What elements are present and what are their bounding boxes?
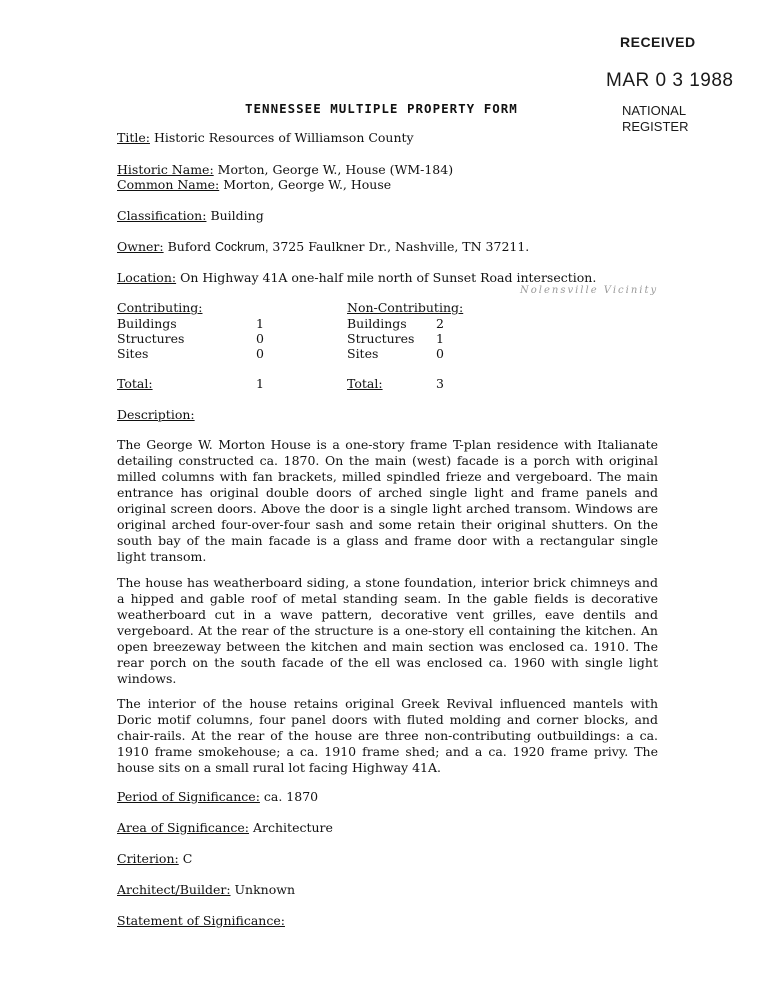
title-field	[117, 130, 414, 145]
criterion-value: C	[182, 851, 193, 866]
contributing-total-label: Total:	[117, 376, 153, 391]
noncontributing-structures-label: Structures	[347, 331, 415, 346]
owner-value-pre: Buford	[167, 239, 211, 254]
common-name-value: Morton, George W., House	[223, 177, 392, 192]
title-label: Title:	[117, 130, 150, 145]
noncontributing-total-value: 3	[436, 376, 444, 391]
owner-label: Owner:	[117, 239, 164, 254]
handwritten-note: Nolensville Vicinity	[520, 285, 659, 296]
register-line-2: REGISTER	[622, 119, 689, 134]
noncontributing-sites-label: Sites	[347, 346, 379, 361]
contributing-structures-label: Structures	[117, 331, 185, 346]
architect-label: Architect/Builder:	[117, 882, 231, 897]
owner-handwritten-name: Cockrum,	[214, 240, 269, 254]
noncontributing-buildings-value: 2	[436, 316, 444, 331]
contributing-structures-value: 0	[256, 331, 264, 346]
contributing-header: Contributing:	[117, 300, 203, 315]
period-label: Period of Significance:	[117, 789, 260, 804]
criterion-field	[117, 851, 192, 866]
noncontributing-sites-value: 0	[436, 346, 444, 361]
historic-name-value: Morton, George W., House (WM-184)	[217, 162, 454, 177]
criterion-label: Criterion:	[117, 851, 179, 866]
classification-field	[117, 208, 264, 223]
received-stamp: RECEIVED	[620, 34, 696, 50]
description-paragraph-1: The George W. Morton House is a one-story frame T-plan residence with Italianate detailing constructed ca. 1870. On the main (west) facade is a porch with original milled columns with fan brackets, milled spindled frieze and vergeboard. The main entrance has original double doors of arched single light and frame panels and original screen doors. Above the door is a single light arched transom. Windows are original arched four-over-four sash and some retain their original shutters. On the south bay of the main facade is a glass and frame door with a rectangular single light transom.	[117, 437, 658, 564]
area-field	[117, 820, 333, 835]
noncontributing-header: Non-Contributing:	[347, 300, 464, 315]
owner-address: 3725 Faulkner Dr., Nashville, TN 37211.	[272, 239, 530, 254]
location-label: Location:	[117, 270, 177, 285]
description-label: Description:	[117, 407, 195, 422]
contributing-buildings-label: Buildings	[117, 316, 177, 331]
form-header: TENNESSEE MULTIPLE PROPERTY FORM	[245, 101, 518, 116]
national-register-stamp	[622, 103, 688, 135]
contributing-sites-value: 0	[256, 346, 264, 361]
noncontributing-total-label: Total:	[347, 376, 383, 391]
owner-field	[117, 239, 529, 254]
area-value: Architecture	[253, 820, 333, 835]
contributing-buildings-value: 1	[256, 316, 264, 331]
title-value: Historic Resources of Williamson County	[153, 130, 414, 145]
location-field	[117, 270, 596, 285]
statement-field	[117, 913, 285, 928]
area-label: Area of Significance:	[117, 820, 250, 835]
location-value: On Highway 41A one-half mile north of Sunset Road intersection.	[180, 270, 597, 285]
common-name-field	[117, 177, 391, 192]
description-paragraph-3: The interior of the house retains original Greek Revival influenced mantels with Doric motif columns, four panel doors with fluted molding and corner blocks, and chair-rails. At the rear of the house are three non-contributing outbuildings: a ca. 1910 frame smokehouse; a ca. 1910 frame shed; and a ca. 1920 frame privy. The house sits on a small rural lot facing Highway 41A.	[117, 696, 658, 775]
architect-value: Unknown	[234, 882, 296, 897]
register-line-1: NATIONAL	[622, 103, 687, 118]
classification-label: Classification:	[117, 208, 207, 223]
historic-name-field	[117, 162, 453, 177]
contributing-sites-label: Sites	[117, 346, 149, 361]
noncontributing-buildings-label: Buildings	[347, 316, 407, 331]
common-name-label: Common Name:	[117, 177, 220, 192]
received-date: MAR 0 3 1988	[606, 70, 734, 91]
architect-field	[117, 882, 295, 897]
description-paragraph-2: The house has weatherboard siding, a stone foundation, interior brick chimneys and a hipped and gable roof of metal standing seam. In the gable fields is decorative weatherboard cut in a wave pattern, decorative vent grilles, eave dentils and vergeboard. At the rear of the structure is a one-story ell containing the kitchen. An open breezeway between the kitchen and main section was enclosed ca. 1910. The rear porch on the south facade of the ell was enclosed ca. 1960 with single light windows.	[117, 575, 658, 686]
period-field	[117, 789, 318, 804]
contributing-total-value: 1	[256, 376, 264, 391]
noncontributing-structures-value: 1	[436, 331, 444, 346]
statement-label: Statement of Significance:	[117, 913, 285, 928]
classification-value: Building	[210, 208, 264, 223]
period-value: ca. 1870	[263, 789, 319, 804]
historic-name-label: Historic Name:	[117, 162, 214, 177]
